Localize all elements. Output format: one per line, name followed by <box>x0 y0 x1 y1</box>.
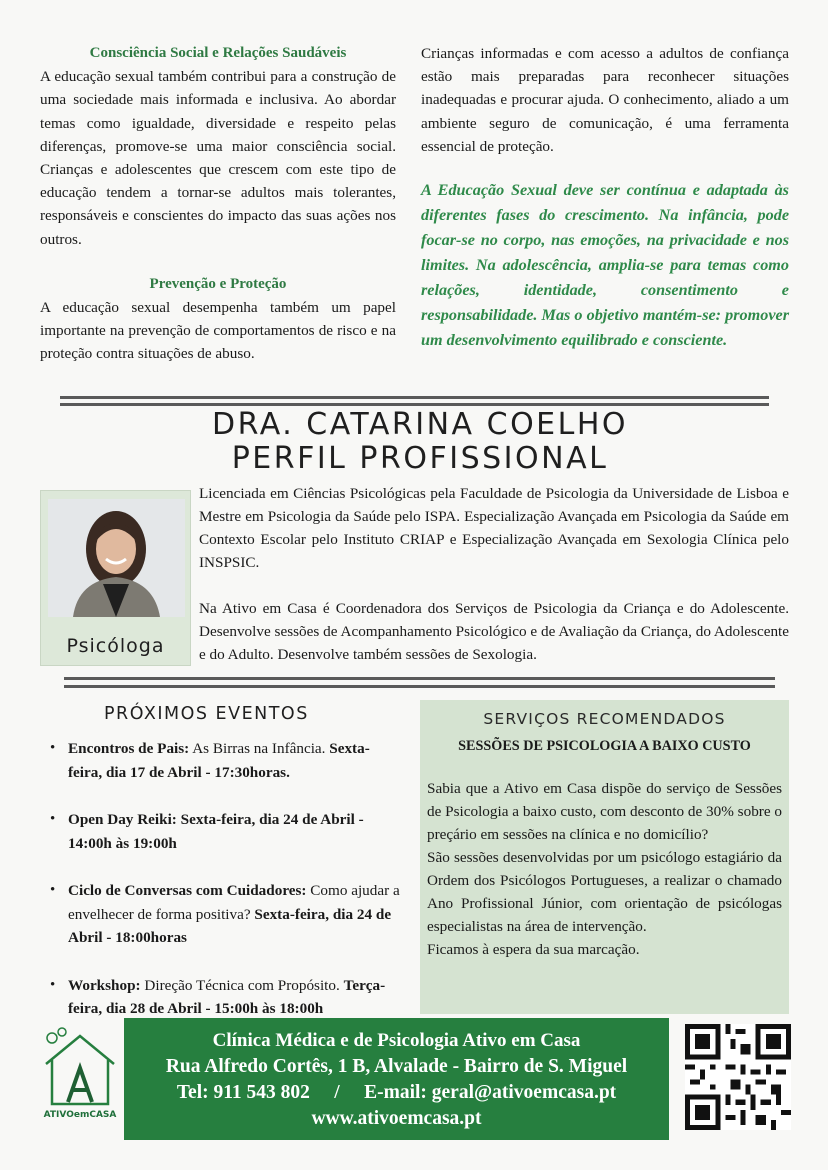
event-label: Ciclo de Conversas com Cuidadores: <box>68 882 307 899</box>
qr-code-icon <box>685 1024 791 1130</box>
footer-contact <box>124 1018 669 1140</box>
event-text: Como ajudar a envelhecer de forma positiva? <box>68 882 400 923</box>
profile-photo-card <box>40 490 191 666</box>
section-heading: Prevenção e Proteção <box>149 275 287 292</box>
paragraph: A educação sexual desempenha também um papel importante na prevenção de comportamentos de risco e na proteção contra situações de abuso. <box>40 299 396 363</box>
photo-caption: Psicóloga <box>66 635 165 657</box>
bio-paragraph: Na Ativo em Casa é Coordenadora dos Serviços de Psicologia da Criança e do Adolescente. Desenvolve sessões de Acompanhamento Psicológico e de Avaliação da Criança, do Adolescente e do Adulto. Desenvolve também sessões de Sexologia. <box>199 600 789 663</box>
event-when: Sexta-feira, dia 17 de Abril - 17:30horas. <box>68 740 370 781</box>
footer-phone-email[interactable]: Tel: 911 543 802 / E-mail: geral@ativoemcasa.pt <box>176 1082 617 1103</box>
event-item <box>50 974 400 1021</box>
profile-title <box>150 408 690 476</box>
event-label: Encontros de Pais: <box>68 740 190 757</box>
events-title: PRÓXIMOS EVENTOS <box>104 704 309 724</box>
profile-photo <box>48 499 185 617</box>
brand-logo <box>40 1024 120 1124</box>
right-column <box>421 42 789 353</box>
divider <box>60 396 769 399</box>
qr-code[interactable] <box>685 1024 791 1130</box>
event-item <box>50 737 400 784</box>
services-paragraph: Ficamos à espera da sua marcação. <box>427 941 640 958</box>
event-item <box>50 879 400 950</box>
profile-name: DRA. CATARINA COELHO <box>211 407 629 442</box>
services-subtitle: SESSÕES DE PSICOLOGIA A BAIXO CUSTO <box>458 738 751 754</box>
event-label: Open Day Reiki: Sexta-feira, dia 24 de Abril - 14:00h às 19:00h <box>68 811 364 852</box>
event-when: Sexta-feira, dia 24 de Abril - 18:00horas <box>68 905 392 946</box>
event-when: Terça-feira, dia 28 de Abril - 15:00h às 18:00h <box>68 976 386 1017</box>
footer-website-link[interactable]: www.ativoemcasa.pt <box>311 1108 482 1129</box>
logo-text: ATIVOemCASA <box>43 1110 117 1120</box>
highlight-quote: A Educação Sexual deve ser contínua e adaptada às diferentes fases do crescimento. Na infância, pode focar-se no corpo, nas emoções, na privacidade e nos limites. Na adolescência, amplia-se para temas como relações, identidade, consentimento e responsabilidade. Mas o objetivo mantém-se: promover um desenvolvimento equilibrado e consciente. <box>421 181 789 350</box>
left-column <box>40 42 396 366</box>
services-panel <box>420 700 789 1014</box>
events-list <box>50 737 400 1045</box>
profile-subtitle: PERFIL PROFISSIONAL <box>231 441 609 476</box>
footer-address: Rua Alfredo Cortês, 1 B, Alvalade - Bairro de S. Miguel <box>165 1056 628 1077</box>
divider <box>60 403 769 406</box>
event-text: Direção Técnica com Propósito. <box>140 976 344 994</box>
services-body <box>427 777 782 961</box>
paragraph: A educação sexual também contribui para a construção de uma sociedade mais informada e inclusiva. Ao abordar temas como igualdade, diversidade e respeito pelas diferenças, promove-se uma maior consciência social. Crianças e adolescentes que crescem com este tipo de educação tendem a tornar-se adultos mais tolerantes, responsáveis e conscientes do impacto das suas ações nos outros. <box>40 68 396 248</box>
services-paragraph: Sabia que a Ativo em Casa dispõe do serviço de Sessões de Psicologia a baixo custo, com desconto de 30% sobre o preçário em sessões na clínica e no domicílio? <box>427 780 782 843</box>
event-text: As Birras na Infância. <box>189 740 330 757</box>
paragraph: Crianças informadas e com acesso a adultos de confiança estão mais preparadas para reconhecer situações inadequadas e procurar ajuda. O conhecimento, aliado a um ambiente seguro de comunicação, é uma ferramenta essencial de proteção. <box>421 45 789 155</box>
event-label: Workshop: <box>68 976 141 994</box>
section-heading: Consciência Social e Relações Saudáveis <box>89 45 347 61</box>
services-title: SERVIÇOS RECOMENDADOS <box>483 710 726 728</box>
divider <box>64 685 775 688</box>
footer-clinic-name: Clínica Médica e de Psicologia Ativo em Casa <box>212 1030 581 1051</box>
divider <box>64 677 775 680</box>
bio-paragraph: Licenciada em Ciências Psicológicas pela Faculdade de Psicologia da Universidade de Lisboa e Mestre em Psicologia da Saúde pelo ISPA. Especialização Avançada em Psicologia da Saúde em Contexto Escolar pelo Instituto CRIAP e Especialização Avançada em Sexologia Clínica pelo INSPSIC. <box>199 485 789 571</box>
event-item <box>50 808 400 855</box>
house-logo-icon <box>40 1024 120 1108</box>
profile-bio <box>199 482 789 666</box>
services-paragraph: São sessões desenvolvidas por um psicólogo estagiário da Ordem dos Psicólogos Portugueses, a realizar o chamado Ano Profissional Júnior, com orientação de psicólogas especialistas na área de intervenção. <box>427 849 782 935</box>
